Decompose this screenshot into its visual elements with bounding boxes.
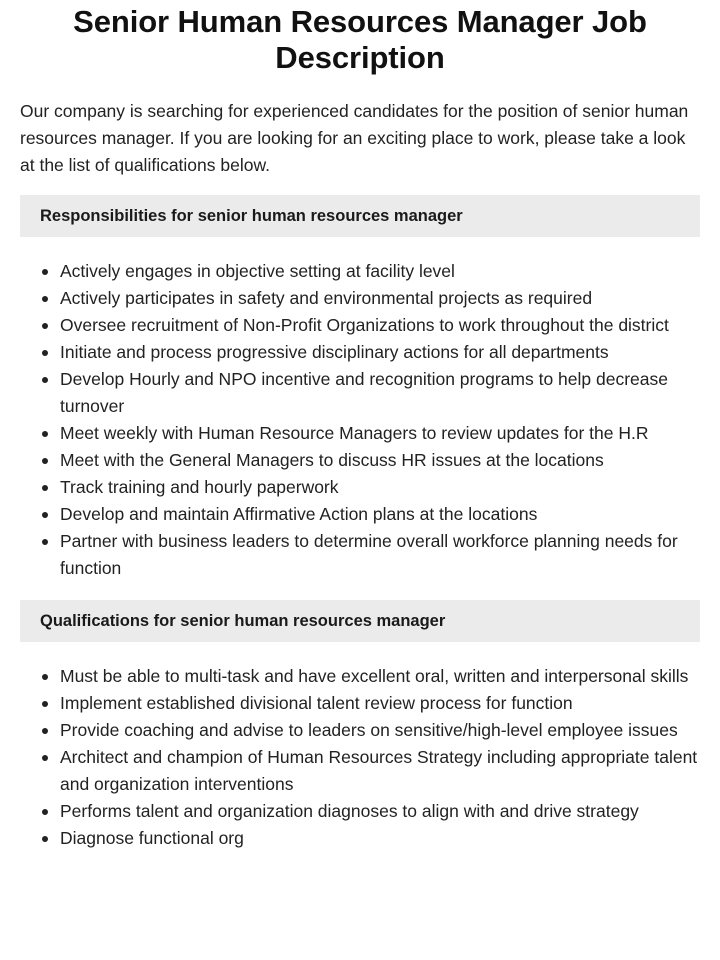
responsibility-item: Track training and hourly paperwork	[60, 474, 700, 501]
qualification-item: Architect and champion of Human Resources Strategy including appropriate talent and organization interventions	[60, 744, 700, 798]
responsibility-item: Meet with the General Managers to discuss HR issues at the locations	[60, 447, 700, 474]
qualification-item: Diagnose functional org	[60, 825, 700, 852]
responsibility-item: Develop and maintain Affirmative Action plans at the locations	[60, 501, 700, 528]
intro-paragraph: Our company is searching for experienced candidates for the position of senior human resources manager. If you are looking for an exciting place to work, please take a look at the list of qualifications below.	[20, 101, 689, 175]
responsibility-item: Partner with business leaders to determine overall workforce planning needs for function	[60, 528, 700, 582]
qualification-item: Implement established divisional talent review process for function	[60, 690, 700, 717]
responsibility-item: Oversee recruitment of Non-Profit Organizations to work throughout the district	[60, 312, 700, 339]
qualifications-list	[20, 663, 700, 852]
responsibility-item: Initiate and process progressive disciplinary actions for all departments	[60, 339, 700, 366]
qualifications-heading: Qualifications for senior human resources manager	[20, 600, 700, 642]
responsibility-item: Meet weekly with Human Resource Managers to review updates for the H.R	[60, 420, 700, 447]
qualification-item: Provide coaching and advise to leaders on sensitive/high-level employee issues	[60, 717, 700, 744]
job-description-page	[0, 4, 720, 852]
responsibilities-heading: Responsibilities for senior human resources manager	[20, 195, 700, 237]
responsibility-item: Actively engages in objective setting at facility level	[60, 258, 700, 285]
responsibility-item: Actively participates in safety and environmental projects as required	[60, 285, 700, 312]
qualification-item: Must be able to multi-task and have excellent oral, written and interpersonal skills	[60, 663, 700, 690]
qualification-item: Performs talent and organization diagnoses to align with and drive strategy	[60, 798, 700, 825]
responsibility-item: Develop Hourly and NPO incentive and recognition programs to help decrease turnover	[60, 366, 700, 420]
responsibilities-list	[20, 258, 700, 582]
page-title: Senior Human Resources Manager Job Description	[73, 4, 647, 75]
